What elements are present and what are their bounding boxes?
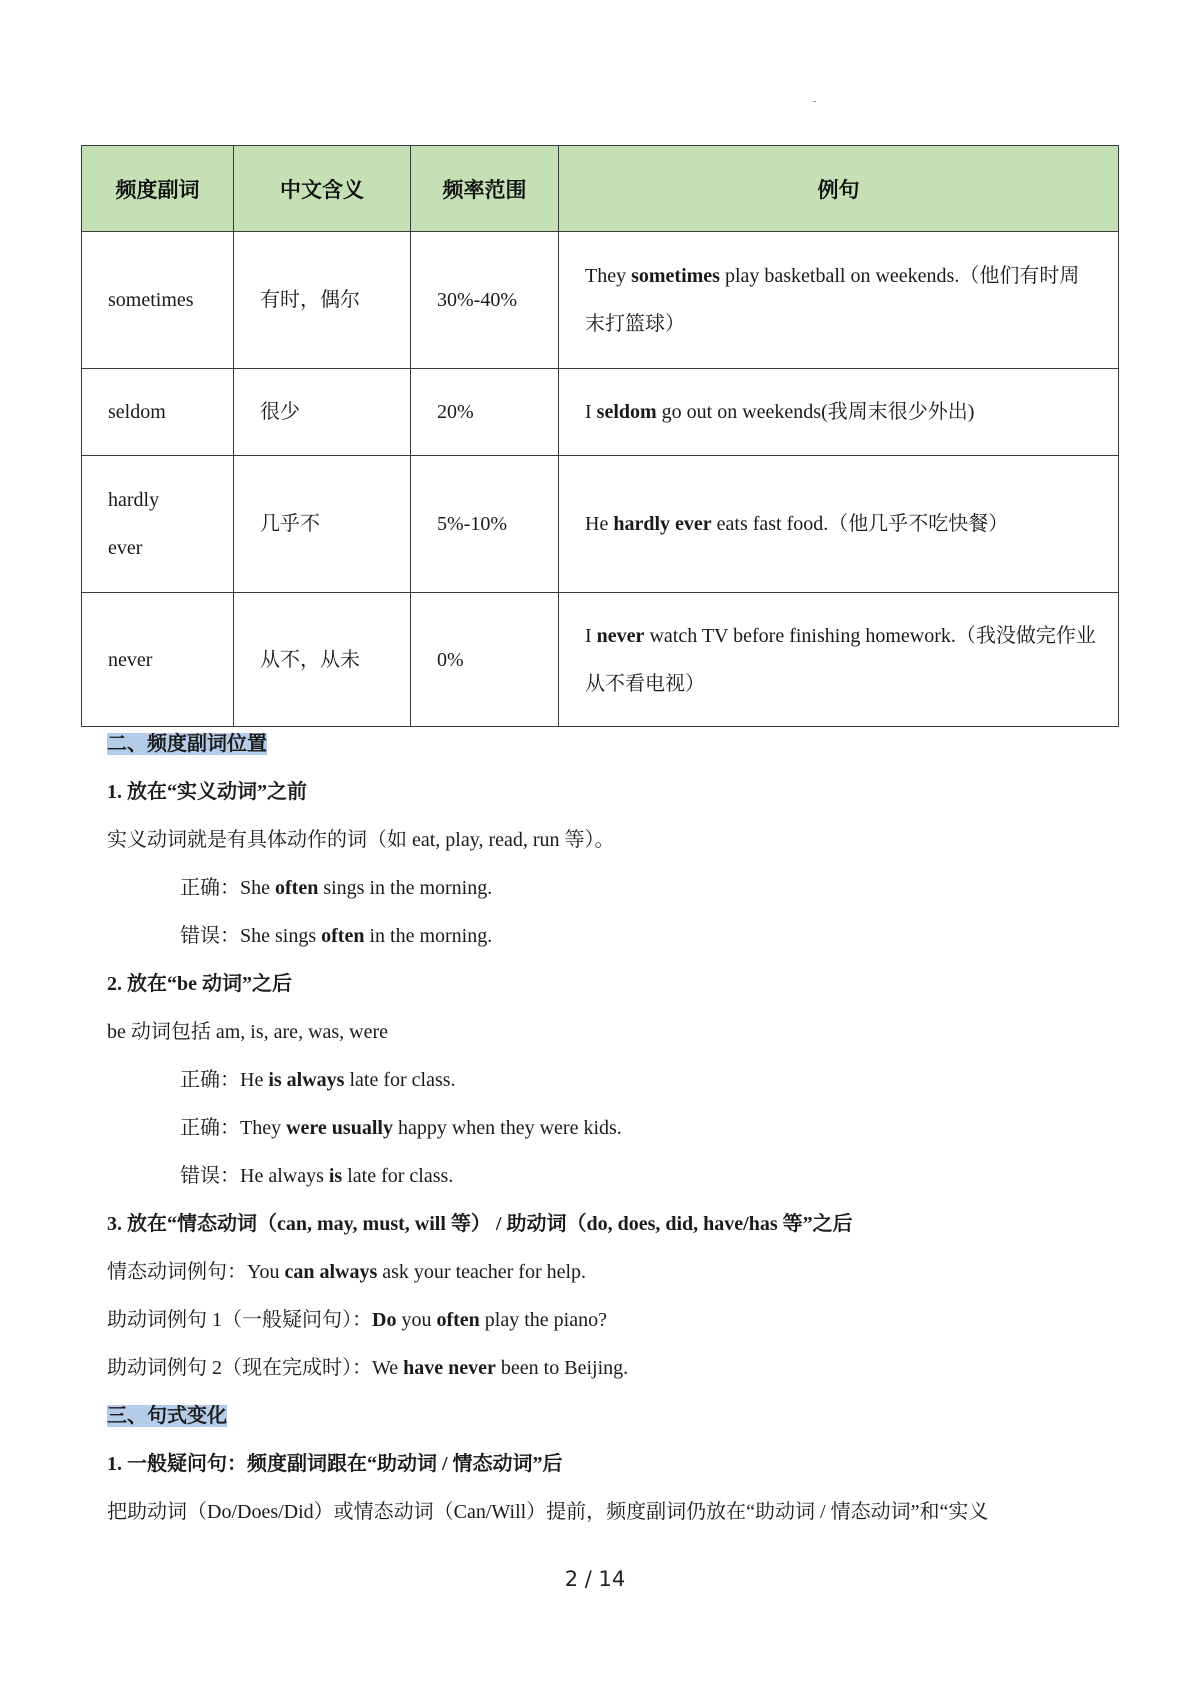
cell-example: He hardly ever eats fast food.（他几乎不吃快餐） [559,456,1119,593]
table-row [82,593,1119,727]
cell-range: 30%-40% [411,232,559,369]
header-example: 例句 [559,146,1119,232]
cell-adverb: seldom [82,369,234,456]
rule-2-wrong-example: 错误：He always is late for class. [180,1165,454,1187]
cell-example: They sometimes play basketball on weekends.（他们有时周末打篮球） [559,232,1119,369]
cell-example: I seldom go out on weekends(我周末很少外出) [559,369,1119,456]
rule-3-auxiliary-example-1: 助动词例句 1（一般疑问句）：Do you often play the piano? [107,1309,607,1331]
sentence-change-1-title: 1. 一般疑问句：频度副词跟在“助动词 / 情态动词”后 [107,1453,563,1475]
frequency-adverb-table [81,145,1119,727]
header-adverb: 频度副词 [82,146,234,232]
rule-2-correct-example-2: 正确：They were usually happy when they were kids. [180,1117,622,1139]
rule-3-title: 3. 放在“情态动词（can, may, must, will 等） / 助动词（do, does, did, have/has 等”之后 [107,1213,853,1235]
cell-example: I never watch TV before finishing homework.（我没做完作业从不看电视） [559,593,1119,727]
cell-adverb: hardly ever [82,456,234,593]
cell-meaning: 从不，从未 [234,593,411,727]
cell-adverb: never [82,593,234,727]
rule-2-correct-example-1: 正确：He is always late for class. [180,1069,456,1091]
section-heading-sentence-change: 三、句式变化 [107,1405,227,1427]
table-row [82,369,1119,456]
sentence-change-1-description: 把助动词（Do/Does/Did）或情态动词（Can/Will）提前，频度副词仍放在“助动词 / 情态动词”和“实义 [107,1501,989,1523]
cell-meaning: 几乎不 [234,456,411,593]
cell-range: 5%-10% [411,456,559,593]
rule-1-wrong-example: 错误：She sings often in the morning. [180,925,493,947]
page-number: 2 / 14 [564,1567,626,1591]
section-heading-position: 二、频度副词位置 [107,733,267,755]
table-row [82,456,1119,593]
cell-range: 20% [411,369,559,456]
rule-3-modal-example: 情态动词例句：You can always ask your teacher for help. [107,1261,587,1283]
header-meaning: 中文含义 [234,146,411,232]
header-mark: - [813,96,817,107]
rule-1-title: 1. 放在“实义动词”之前 [107,781,307,803]
cell-meaning: 有时，偶尔 [234,232,411,369]
rule-1-correct-example: 正确：She often sings in the morning. [180,877,493,899]
rule-2-description: be 动词包括 am, is, are, was, were [107,1021,389,1043]
table-header-row [82,146,1119,232]
cell-range: 0% [411,593,559,727]
rule-3-auxiliary-example-2: 助动词例句 2（现在完成时）：We have never been to Beijing. [107,1357,629,1379]
rule-1-description: 实义动词就是有具体动作的词（如 eat, play, read, run 等）。 [107,829,615,851]
cell-meaning: 很少 [234,369,411,456]
header-range: 频率范围 [411,146,559,232]
table-row [82,232,1119,369]
rule-2-title: 2. 放在“be 动词”之后 [107,973,292,995]
cell-adverb: sometimes [82,232,234,369]
